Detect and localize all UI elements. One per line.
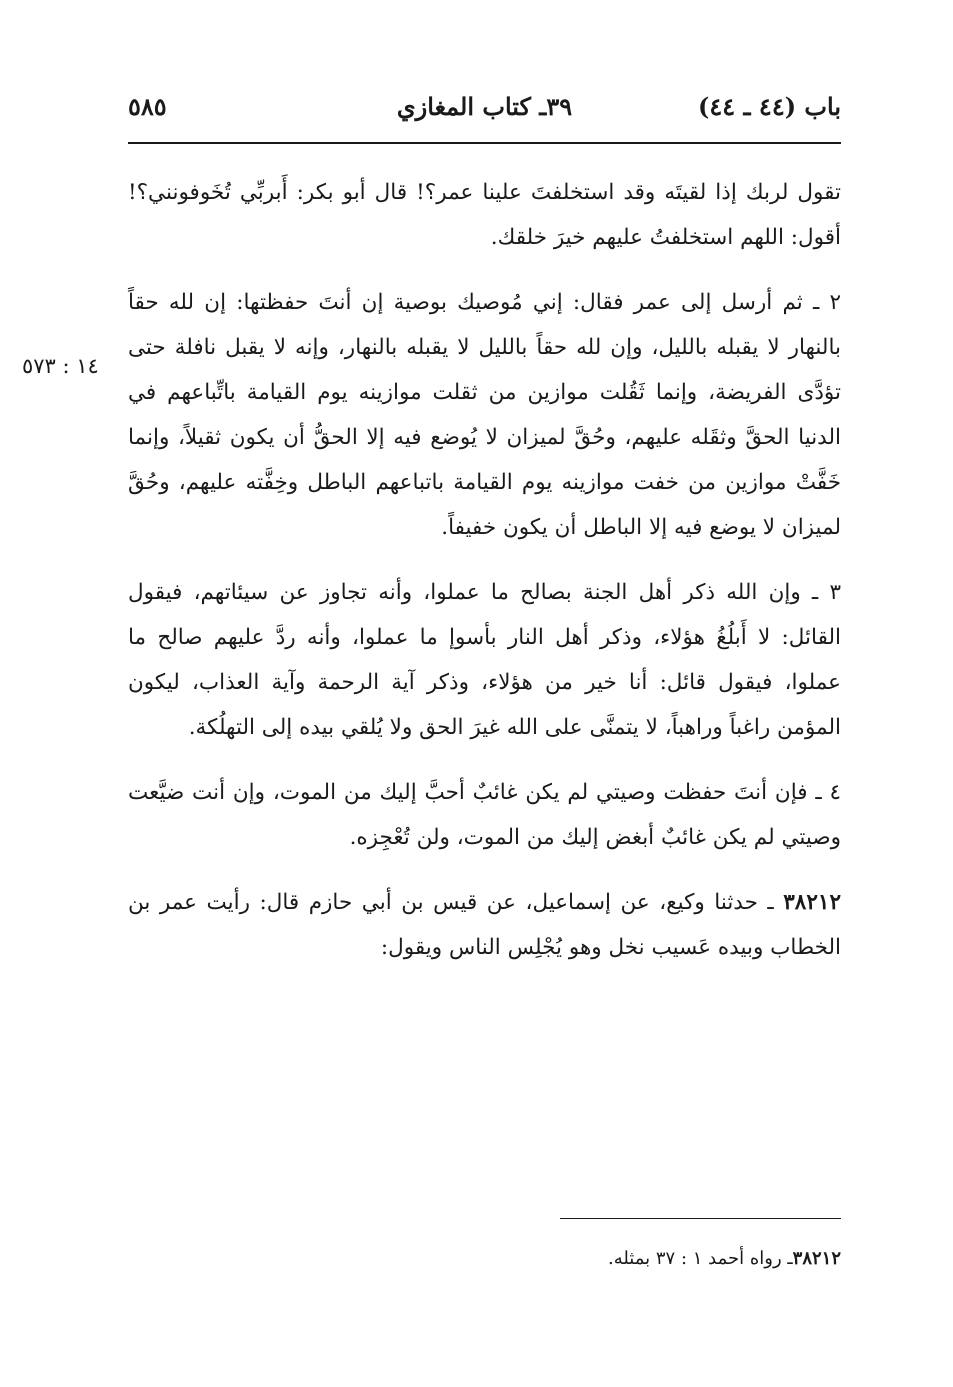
paragraph-3: ٣ ـ وإن الله ذكر أهل الجنة بصالح ما عملوا، وأنه تجاوز عن سيئاتهم، فيقول القائل: لا أَبلُغُ هؤلاء، وذكر أهل النار بأسوإ ما عملوا، وأنه ردَّ عليهم صالح ما عملوا، فيقول قائل: أنا خير من هؤلاء، وذكر آية الرحمة وآية العذاب، ليكون المؤمن راغباً وراهباً، لا يتمنَّى على الله غيرَ الحق ولا يُلقي بيده إلى التهلُكة. <box>128 580 841 740</box>
hadith-text: ـ حدثنا وكيع، عن إسماعيل، عن قيس بن أبي حازم قال: رأيت عمر بن الخطاب وبيده عَسيب نخل وهو يُجْلِس الناس ويقول: <box>128 890 841 960</box>
book-title: ٣٩ـ كتاب المغازي <box>396 92 573 121</box>
paragraph-4: ٤ ـ فإن أنتَ حفظت وصيتي لم يكن غائبٌ أحبَّ إليك من الموت، وإن أنت ضيَّعت وصيتي لم يكن غائبٌ أبغض إليك من الموت، ولن تُعْجِزه. <box>128 780 841 850</box>
footnote-rule <box>560 1218 841 1219</box>
footnote-number: ٣٨٢١٢ <box>792 1248 841 1269</box>
paragraph-1: تقول لربك إذا لقيتَه وقد استخلفتَ علينا عمر؟! قال أبو بكر: أَبربِّي تُخَوفونني؟! أقول: اللهم استخلفتُ عليهم خيرَ خلقك. <box>128 180 841 250</box>
paragraph-2: ٢ ـ ثم أرسل إلى عمر فقال: إني مُوصيك بوصية إن أنتَ حفظتها: إن لله حقاً بالنهار لا يقبله بالليل، وإن لله حقاً بالليل لا يقبله بالنهار، وإنه لا يقبل نافلة حتى تؤدَّى الفريضة، وإنما ثَقُلت موازين من ثقلت موازينه يوم القيامة باتِّباعهم في الدنيا الحقَّ وثقَله عليهم، وحُقَّ لميزان لا يُوضع فيه إلا الحقُّ أن يكون ثقيلاً، وإنما خَفَّتْ موازين من خفت موازينه يوم القيامة باتباعهم الباطل وخِفَّته عليهم، وحُقَّ لميزان لا يوضع فيه إلا الباطل أن يكون خفيفاً. <box>128 290 841 540</box>
running-header <box>128 92 841 136</box>
hadith-paragraph <box>128 880 841 970</box>
chapter-heading: باب (٤٤ ـ ٤٤) <box>698 92 841 121</box>
header-rule <box>128 142 841 144</box>
footnote-text: ـ رواه أحمد ١ : ٣٧ بمثله. <box>607 1248 793 1269</box>
footnote <box>128 1244 841 1274</box>
hadith-number: ٣٨٢١٢ <box>783 890 841 915</box>
margin-reference: ١٤ : ٥٧٣ <box>22 354 99 378</box>
page-number: ٥٨٥ <box>128 92 167 121</box>
main-text <box>128 170 841 990</box>
